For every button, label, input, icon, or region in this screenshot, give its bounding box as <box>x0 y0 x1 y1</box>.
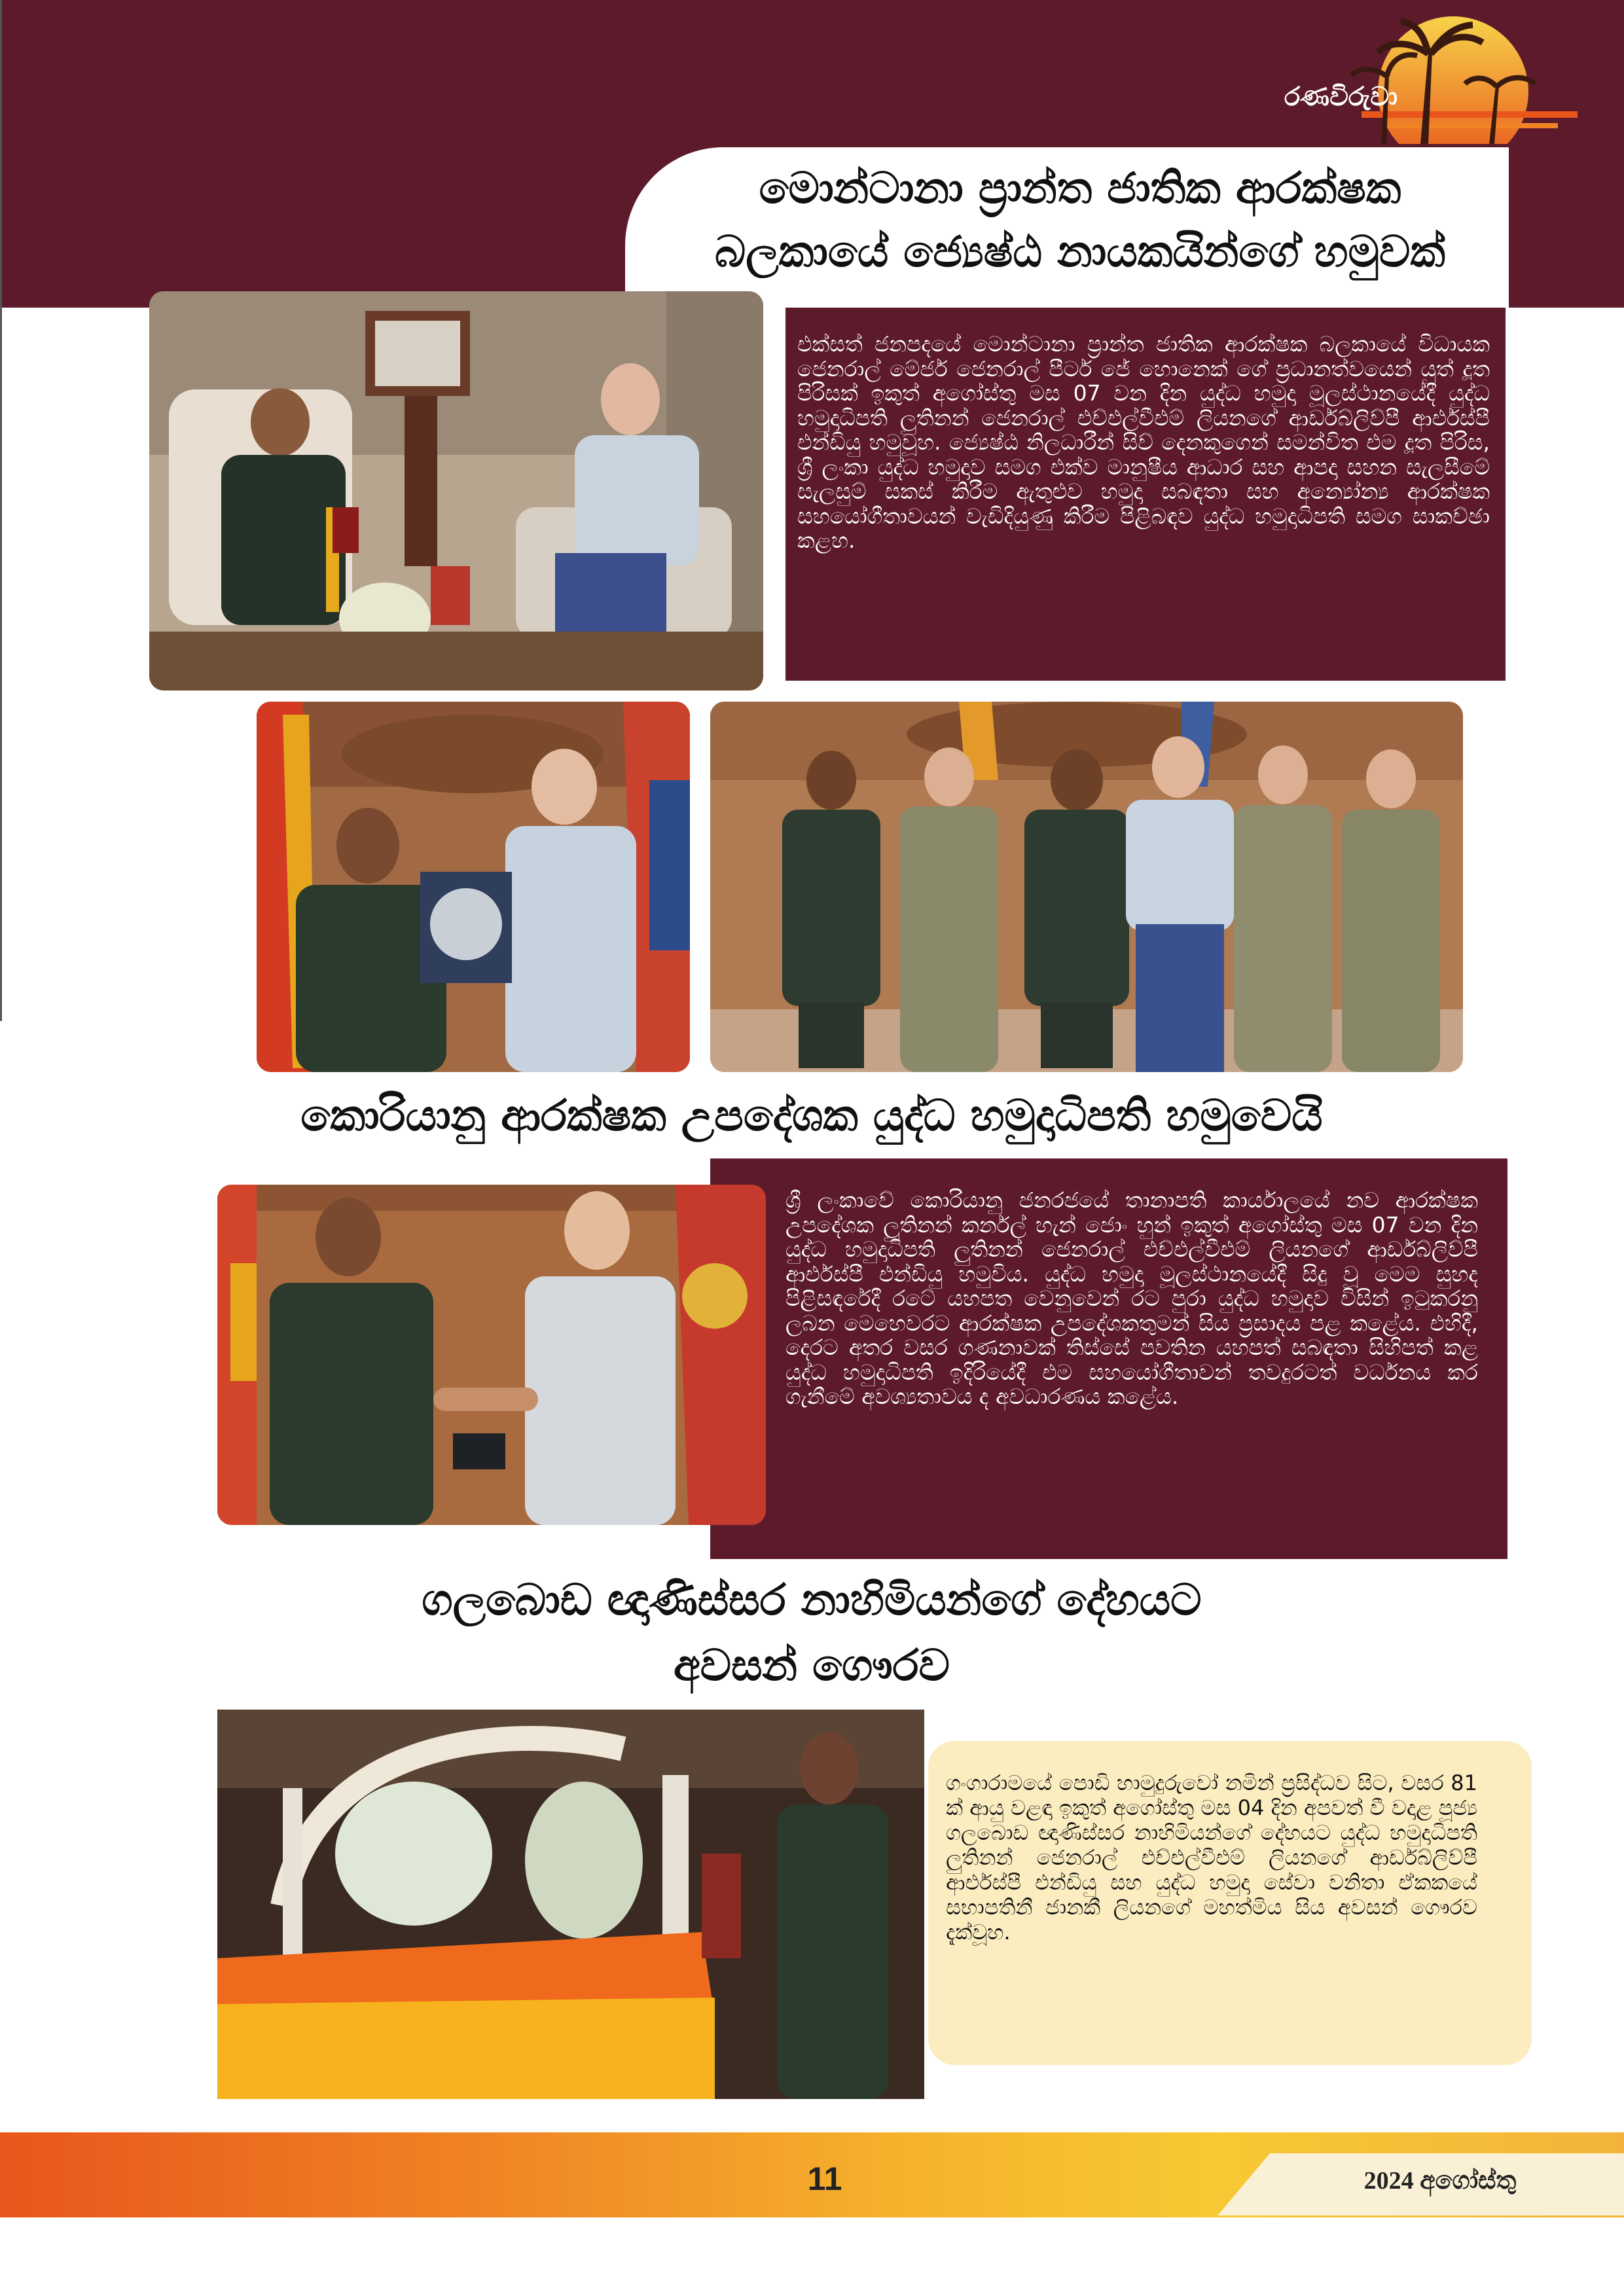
article2-body: ශ්‍රී ලංකාවේ කොරියානු ජනරජයේ තානාපති කාර්යාලයේ නව ආරක්ෂක උපදේශක ලුතිනන් කර්නල් හැන් ජොං හුන් ඉකුත් අගෝස්තු මස 07 වන දින යුද්ධ හමුදාධිපති ලුතිනන් ජෙනරාල් එච්එල්වීඑම් ලියනගේ ආර්ඩබ්ලිව්පී ආර්එස්පී එන්ඩියු හමුවිය. යුද්ධ හමුදා මූලස්ථානයේදී සිදු වූ මෙම සුහද පිළිසඳරේදී රටේ යහපත වෙනුවෙන් රට පුරා යුද්ධ හමුදාව විසින් ඉටුකරනු ලබන මෙහෙවරට ආරක්ෂක උපදේශකතුමන් සිය ප්‍රසාදය පළ කළේය. එහිදී, දෙරට අතර වසර ගණනාවක් තිස්සේ පවතින යහපත් සබඳතා සිහිපත් කළ යුද්ධ හමුදාධිපති ඉදිරියේදී එම සහයෝගීතාවන් තවදුරටත් වර්ධනය කර ගැනීමේ අවශ්‍යතාවය ද අවධාරණය කළේය. <box>785 1187 1478 1409</box>
article1-photo-group <box>710 702 1463 1072</box>
article2-headline: කොරියානු ආරක්ෂක උපදේශක යුද්ධ හමුදාධිපති හමුවෙයි <box>300 1090 1323 1141</box>
article3-headline-line1: ගලබොඩ ඥාණිස්සර නාහිමියන්ගේ දේහයට <box>422 1574 1202 1625</box>
brand-logo <box>1257 13 1597 144</box>
left-edge-rule <box>0 0 2 1021</box>
article2-photo-handshake <box>217 1185 766 1525</box>
article3-photo-funeral <box>217 1710 924 2099</box>
article1-headline-line2: බලකායේ ජ්‍යෙෂ්ඨ නායකයින්ගේ හමුවක් <box>715 226 1445 277</box>
issue-date: 2024 අගෝස්තු <box>1363 2167 1517 2195</box>
article1-headline-line1: මොන්ටානා ප්‍රාන්ත ජාතික ආරක්ෂක <box>759 162 1401 213</box>
article3-body: ගංගාරාමයේ පොඩි හාමුදුරුවෝ නමින් ප්‍රසිද්ධව සිට, වසර 81 ක් ආයු වළඳා ඉකුත් අගෝස්තු මස 04 දින අපවත් වී වදාළ පූජ්‍ය ගලබොඩ ඥාණිස්සර නාහිමියන්ගේ දේහයට යුද්ධ හමුදාධිපති ලුතිනන් ජෙනරාල් එච්එල්වීඑම් ලියනගේ ආර්ඩබ්ලිව්පී ආර්එස්පී එන්ඩියු සහ යුද්ධ හමුදා සේවා වනිතා ඒකකයේ සභාපතිනී ජානකී ලියනගේ මහත්මිය සිය අවසන් ගෞරව දැක්වූහ. <box>946 1770 1477 1945</box>
sunset-palm-icon <box>1257 13 1597 144</box>
article3-headline-line2: අවසන් ගෞරව <box>673 1640 950 1691</box>
article1-photo-meeting <box>149 291 763 691</box>
page-number: 11 <box>807 2161 842 2197</box>
brand-logo-text: රණවිරුවා <box>1284 82 1398 112</box>
article1-body: එක්සත් ජනපදයේ මොන්ටානා ප්‍රාන්ත ජාතික ආරක්ෂක බලකායේ විධායක ජෙනරාල් මේජර් ජෙනරාල් පීටර් ජේ හොනෙක් ගේ ප්‍රධානත්වයෙන් යුත් දූත පිරිසක් ඉකුත් අගෝස්තු මස 07 වන දින යුද්ධ හමුදා මූලස්ථානයේදී යුද්ධ හමුදාධිපති ලුතිනන් ජෙනරාල් එච්එල්වීඑම් ලියනගේ ආර්ඩබ්ලිව්පී ආර්එස්පී එන්ඩියු හමුවූහ. ජ්‍යෙෂ්ඨ නිලධාරීන් සිව් දෙනකුගෙන් සමන්විත එම දූත පිරිස, ශ්‍රී ලංකා යුද්ධ හමුදාව සමග එක්ව මානුෂීය ආධාර සහ ආපදා සහන සැලසීමේ සැලසුම් සකස් කිරීම ඇතුළුව හමුදා සබඳතා සහ අන්‍යෝන්‍ය ආරක්ෂක සහයෝගීතාවයන් වැඩිදියුණු කිරීම පිළිබඳව යුද්ධ හමුදාධිපති සමග සාකච්ඡා කළහ. <box>797 331 1490 553</box>
article1-photo-plaque <box>257 702 690 1072</box>
